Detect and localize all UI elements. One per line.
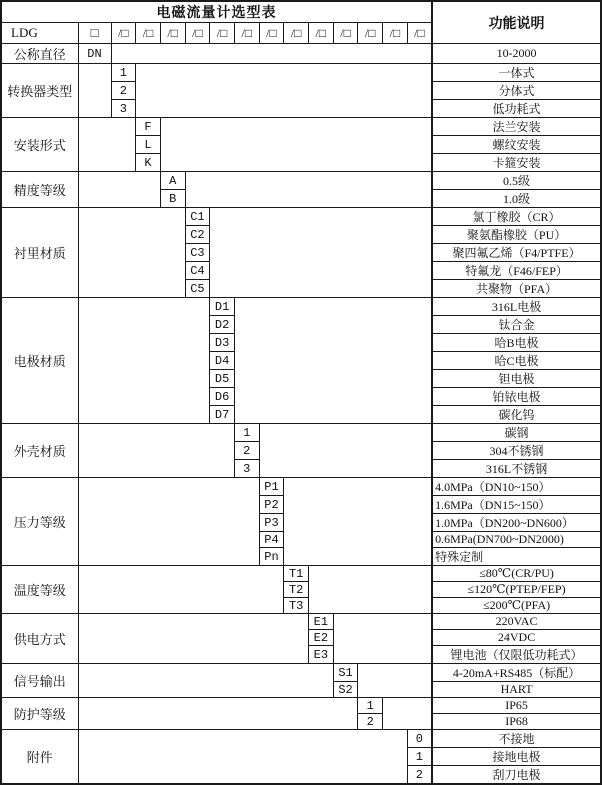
empty-cell	[78, 118, 136, 172]
option-code: 1	[407, 748, 432, 766]
option-code: E3	[309, 646, 334, 664]
option-description: 304不锈钢	[432, 442, 601, 460]
option-code: D3	[210, 334, 235, 352]
option-code: 1	[358, 698, 383, 714]
empty-cell	[78, 614, 309, 664]
option-code: E2	[309, 630, 334, 646]
option-code: D1	[210, 298, 235, 316]
option-description: 分体式	[432, 82, 601, 100]
option-description: 铂铱电极	[432, 388, 601, 406]
option-description: 聚氨酯橡胶（PU）	[432, 226, 601, 244]
function-header: 功能说明	[432, 1, 601, 44]
option-description: HART	[432, 682, 601, 698]
empty-cell	[78, 478, 259, 566]
option-description: 哈C电极	[432, 352, 601, 370]
option-code: S1	[333, 664, 358, 682]
option-code: K	[136, 154, 161, 172]
category-label: 电极材质	[1, 298, 78, 424]
code-slot: /□	[160, 23, 185, 44]
option-code: D7	[210, 406, 235, 424]
option-row	[1, 208, 601, 226]
empty-cell	[78, 424, 234, 478]
code-slot: /□	[284, 23, 309, 44]
option-code: 2	[407, 766, 432, 785]
code-slot: /□	[309, 23, 334, 44]
option-code: D6	[210, 388, 235, 406]
option-description: 螺纹安装	[432, 136, 601, 154]
code-slot: /□	[210, 23, 235, 44]
empty-cell	[259, 424, 432, 478]
option-code: P3	[259, 514, 284, 532]
option-description: 接地电极	[432, 748, 601, 766]
category-label: 精度等级	[1, 172, 78, 208]
empty-cell	[185, 172, 432, 208]
option-description: 特殊定制	[432, 548, 601, 566]
option-code: F	[136, 118, 161, 136]
option-code: 1	[234, 424, 259, 442]
option-description: 哈B电极	[432, 334, 601, 352]
option-row	[1, 730, 601, 748]
option-code: T1	[284, 566, 309, 582]
option-code: S2	[333, 682, 358, 698]
code-slot: /□	[185, 23, 210, 44]
option-code: C1	[185, 208, 210, 226]
option-description: 一体式	[432, 64, 601, 82]
option-description: 10-2000	[432, 44, 601, 64]
option-code: C5	[185, 280, 210, 298]
option-code: P1	[259, 478, 284, 496]
selection-table-body	[1, 1, 601, 784]
option-description: 共聚物（PFA）	[432, 280, 601, 298]
category-label: 安装形式	[1, 118, 78, 172]
option-description: 法兰安装	[432, 118, 601, 136]
empty-cell	[383, 698, 433, 730]
option-row	[1, 698, 601, 714]
code-slot: /□	[111, 23, 136, 44]
option-description: 聚四氟乙烯（F4/PTFE）	[432, 244, 601, 262]
option-code: D2	[210, 316, 235, 334]
empty-cell	[78, 172, 160, 208]
option-description: 碳化钨	[432, 406, 601, 424]
category-label: 供电方式	[1, 614, 78, 664]
option-code: C3	[185, 244, 210, 262]
option-row	[1, 172, 601, 190]
model-code: LDG	[1, 23, 78, 44]
empty-cell	[358, 664, 432, 698]
option-code: 2	[358, 714, 383, 730]
option-description: 0.6MPa(DN700~DN2000)	[432, 532, 601, 548]
category-label: 压力等级	[1, 478, 78, 566]
option-description: 氯丁橡胶（CR）	[432, 208, 601, 226]
option-row	[1, 664, 601, 682]
empty-cell	[78, 698, 358, 730]
empty-cell	[136, 64, 432, 118]
option-code: 2	[234, 442, 259, 460]
code-slot: /□	[407, 23, 432, 44]
option-row	[1, 566, 601, 582]
empty-cell	[160, 118, 432, 172]
empty-cell	[333, 614, 432, 664]
empty-cell	[78, 664, 333, 698]
dn-code: DN	[78, 44, 111, 64]
option-description: 4-20mA+RS485（标配）	[432, 664, 601, 682]
empty-cell	[309, 566, 433, 614]
option-description: 1.0MPa（DN200~DN600）	[432, 514, 601, 532]
option-description: 0.5级	[432, 172, 601, 190]
empty-cell	[78, 208, 185, 298]
option-description: 316L不锈钢	[432, 460, 601, 478]
option-description: IP65	[432, 698, 601, 714]
option-description: 316L电极	[432, 298, 601, 316]
option-code: C2	[185, 226, 210, 244]
option-code: 2	[111, 82, 136, 100]
option-code: 3	[111, 100, 136, 118]
category-label: 转换器类型	[1, 64, 78, 118]
option-description: 碳钢	[432, 424, 601, 442]
option-code: 3	[234, 460, 259, 478]
option-row	[1, 424, 601, 442]
empty-cell	[78, 566, 284, 614]
option-code: P4	[259, 532, 284, 548]
empty-cell	[234, 298, 432, 424]
option-code: L	[136, 136, 161, 154]
option-description: 卡箍安装	[432, 154, 601, 172]
option-description: 24VDC	[432, 630, 601, 646]
category-label: 衬里材质	[1, 208, 78, 298]
option-description: 刮刀电极	[432, 766, 601, 785]
option-description: 钽电极	[432, 370, 601, 388]
option-description: 4.0MPa（DN10~150）	[432, 478, 601, 496]
option-description: 220VAC	[432, 614, 601, 630]
option-code: B	[160, 190, 185, 208]
category-label: 防护等级	[1, 698, 78, 730]
option-description: 锂电池（仅限低功耗式）	[432, 646, 601, 664]
empty-cell	[111, 44, 432, 64]
option-code: 1	[111, 64, 136, 82]
option-description: 钛合金	[432, 316, 601, 334]
option-code: 0	[407, 730, 432, 748]
code-slot: /□	[333, 23, 358, 44]
empty-cell	[78, 730, 407, 785]
option-row	[1, 614, 601, 630]
option-code: P2	[259, 496, 284, 514]
empty-cell	[78, 64, 111, 118]
option-code: D5	[210, 370, 235, 388]
option-description: 不接地	[432, 730, 601, 748]
code-slot: /□	[136, 23, 161, 44]
code-slot: /□	[383, 23, 408, 44]
option-code: E1	[309, 614, 334, 630]
category-label: 外壳材质	[1, 424, 78, 478]
category-label: 附件	[1, 730, 78, 785]
category-label: 信号输出	[1, 664, 78, 698]
option-row	[1, 478, 601, 496]
option-description: ≤200℃(PFA)	[432, 598, 601, 614]
empty-cell	[210, 208, 432, 298]
empty-cell	[284, 478, 432, 566]
option-description: 1.6MPa（DN15~150）	[432, 496, 601, 514]
option-code: C4	[185, 262, 210, 280]
option-description: 低功耗式	[432, 100, 601, 118]
option-row	[1, 118, 601, 136]
option-row	[1, 64, 601, 82]
empty-cell	[78, 298, 210, 424]
option-description: ≤120℃(PTEP/FEP)	[432, 582, 601, 598]
option-code: A	[160, 172, 185, 190]
option-row	[1, 298, 601, 316]
category-label: 公称直径	[1, 44, 78, 64]
page-title: 电磁流量计选型表	[1, 1, 432, 23]
option-code: D4	[210, 352, 235, 370]
title-row	[1, 1, 601, 23]
code-slot: /□	[358, 23, 383, 44]
option-code: Pn	[259, 548, 284, 566]
option-description: 1.0级	[432, 190, 601, 208]
category-label: 温度等级	[1, 566, 78, 614]
option-code: T2	[284, 582, 309, 598]
option-description: IP68	[432, 714, 601, 730]
code-slot: /□	[234, 23, 259, 44]
option-row	[1, 44, 601, 64]
option-code: T3	[284, 598, 309, 614]
code-slot: /□	[259, 23, 284, 44]
option-description: 特氟龙（F46/FEP）	[432, 262, 601, 280]
option-description: ≤80℃(CR/PU)	[432, 566, 601, 582]
blank-box: □	[78, 23, 111, 44]
